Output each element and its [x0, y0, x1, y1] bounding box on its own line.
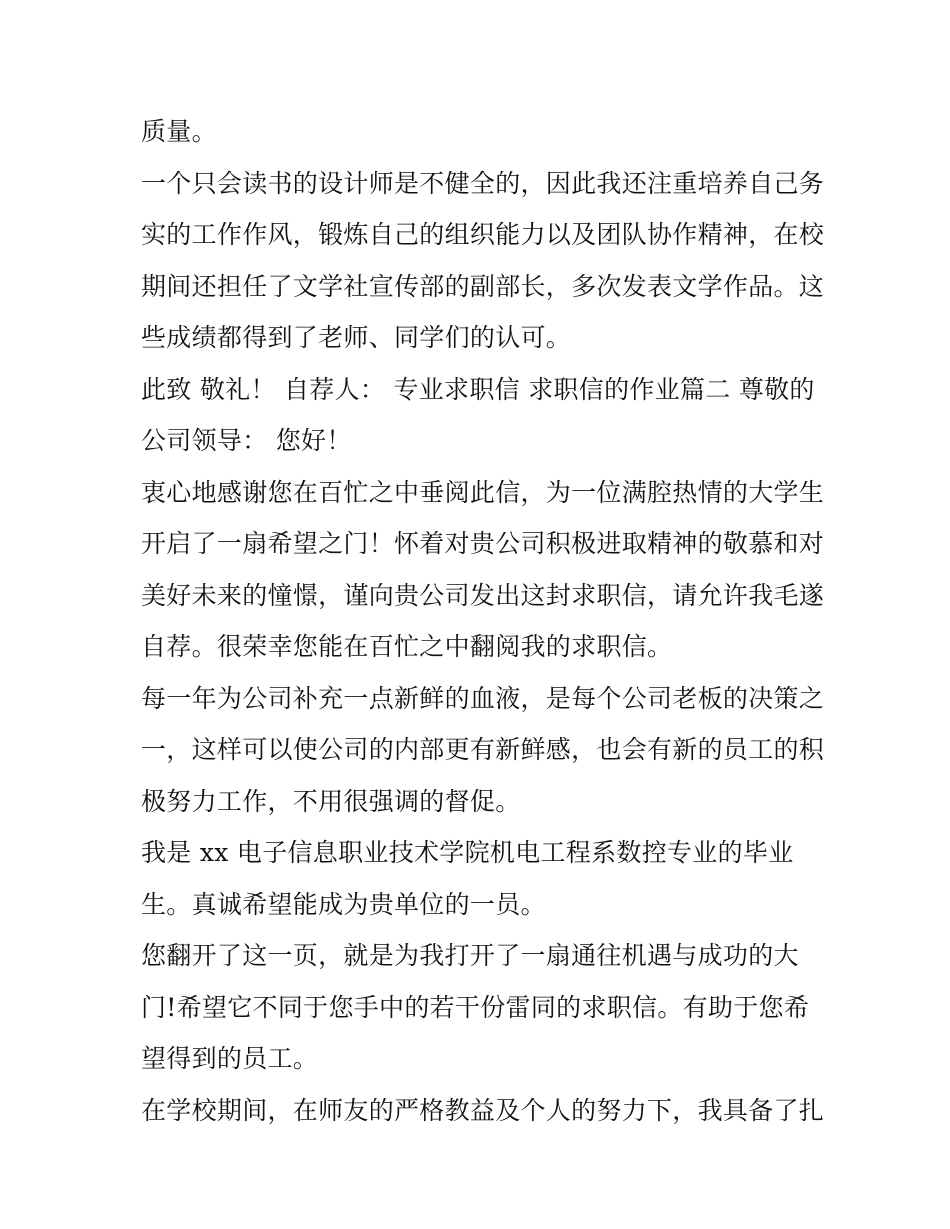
text-line-16: 生。真诚希望能成为贵单位的一员。 [141, 889, 546, 919]
text-line-4: 期间还担任了文学社宣传部的副部长，多次发表文学作品。这 [141, 271, 825, 301]
text-line-9: 开启了一扇希望之门！怀着对贵公司积极进取精神的敬慕和对 [141, 529, 825, 558]
text-line-18: 门!希望它不同于您手中的若干份雷同的求职信。有助于您希 [141, 992, 810, 1022]
text-line-17: 您翻开了这一页，就是为我打开了一扇通往机遇与成功的大 [141, 941, 799, 970]
text-line-20: 在学校期间，在师友的严格教益及个人的努力下，我具备了扎 [141, 1095, 825, 1125]
text-line-8: 衷心地感谢您在百忙之中垂阅此信，为一位满腔热情的大学生 [141, 477, 825, 507]
text-line-19: 望得到的员工。 [141, 1044, 319, 1073]
text-line-2: 一个只会读书的设计师是不健全的，因此我还注重培养自己务 [141, 168, 825, 198]
text-line-11: 自荐。很荣幸您能在百忙之中翻阅我的求职信。 [141, 632, 673, 661]
text-line-13: 一，这样可以使公司的内部更有新鲜感，也会有新的员工的积 [141, 735, 825, 764]
text-line-12: 每一年为公司补充一点新鲜的血液，是每个公司老板的决策之 [141, 683, 825, 713]
text-line-5: 些成绩都得到了老师、同学们的认可。 [141, 323, 572, 352]
text-line-14: 极努力工作，不用很强调的督促。 [141, 786, 521, 816]
text-line-6: 此致 敬礼！ 自荐人： 专业求职信 求职信的作业篇二 尊敬的 [141, 374, 815, 404]
text-line-15: 我是 xx 电子信息职业技术学院机电工程系数控专业的毕业 [141, 838, 794, 867]
text-line-10: 美好未来的憧憬，谨向贵公司发出这封求职信，请允许我毛遂 [141, 580, 825, 610]
text-line-7: 公司领导： 您好！ [141, 426, 352, 455]
text-line-3: 实的工作作风，锻炼自己的组织能力以及团队协作精神，在校 [141, 220, 825, 249]
text-line-1: 质量。 [141, 117, 217, 146]
body-text [141, 106, 825, 1136]
